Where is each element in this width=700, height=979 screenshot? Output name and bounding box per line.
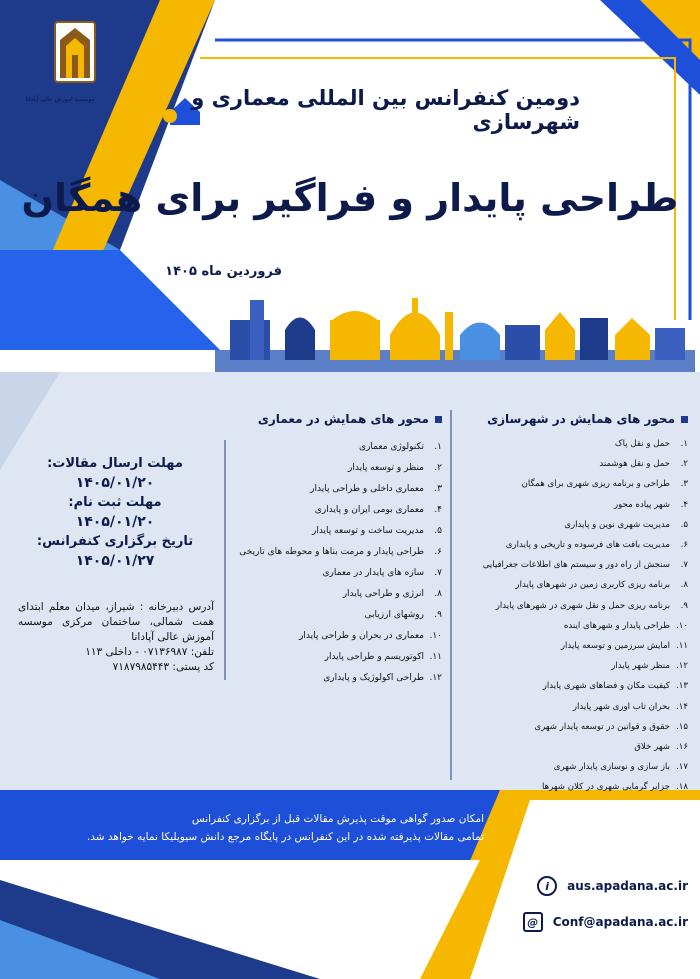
topic-item (222, 583, 442, 604)
conference-date-value: ۱۴۰۵/۰۱/۲۷ (75, 553, 155, 569)
topic-label: طراحی پایدار و مرمت بناها و محوطه های تاریخی (239, 546, 424, 557)
topic-label: برنامه ریزی حمل و نقل شهری در شهرهای پایدار (495, 600, 670, 611)
topic-number: ۱۰. (429, 630, 442, 641)
topic-item (448, 535, 688, 555)
deadlines-box (20, 455, 210, 572)
topic-label: کیفیت مکان و فضاهای شهری پایدار (542, 681, 670, 692)
address-text: آدرس دبیرخانه : شیراز، میدان معلم ابتدای همت شمالی، ساختمان مرکزی موسسه آموزش عالی آپادانا (18, 601, 214, 643)
topic-item (448, 474, 688, 494)
info-icon: i (537, 876, 557, 896)
topic-item (448, 454, 688, 474)
topic-item (448, 555, 688, 575)
topic-number: ۱۷. (676, 762, 688, 773)
topic-number: ۹. (680, 600, 688, 611)
topic-item (222, 646, 442, 667)
topic-item (222, 562, 442, 583)
logo-caption: موسسه آموزش عالی آپادانا (25, 96, 95, 103)
phone-text: تلفن: ۰۷۱۳۶۹۸۷ - داخلی ۱۱۳ (85, 646, 214, 658)
urban-topics-heading: محور های همایش در شهرسازی (448, 412, 688, 426)
square-bullet-icon (681, 416, 688, 423)
topic-label: شهر پیاده محور (613, 499, 670, 510)
topic-label: حمل و نقل هوشمند (599, 459, 670, 470)
topic-item (222, 457, 442, 478)
topic-item (448, 676, 688, 696)
topic-number: ۶. (680, 540, 688, 551)
topic-item (448, 696, 688, 716)
topic-label: مدیریت ساخت و توسعه پایدار (311, 525, 424, 536)
main-title: طراحی پایدار و فراگیر برای همگان (21, 176, 679, 220)
arch-topics-list (222, 436, 442, 688)
square-bullet-icon (435, 416, 442, 423)
topic-label: منظر و توسعه پایدار (348, 462, 424, 473)
topic-number: ۸. (680, 580, 688, 591)
topic-item (448, 636, 688, 656)
topic-number: ۱. (434, 441, 442, 452)
topic-item (222, 499, 442, 520)
topic-label: انرژی و طراحی پایدار (342, 588, 424, 599)
topic-item (448, 434, 688, 454)
topic-label: طراحی اکولوژیک و پایداری (323, 672, 424, 683)
topic-number: ۲. (680, 459, 688, 470)
topic-label: امایش سرزمین و توسعه پایدار (560, 640, 670, 651)
topic-number: ۱۳. (676, 681, 688, 692)
topic-number: ۳. (680, 479, 688, 490)
topic-item (222, 625, 442, 646)
topic-item (448, 656, 688, 676)
banner-text (14, 810, 484, 846)
topic-item (448, 515, 688, 535)
topic-label: برنامه ریزی کاربری زمین در شهرهای پایدار (515, 580, 670, 591)
email-link[interactable]: Conf@apadana.ac.ir (552, 915, 688, 929)
topic-number: ۱۸. (676, 782, 688, 793)
topic-number: ۷. (680, 560, 688, 571)
topic-label: طراحی پایدار و شهرهای اینده (563, 620, 670, 631)
email-icon: @ (523, 912, 543, 932)
topic-label: سازه های پایدار در معماری (322, 567, 424, 578)
topic-label: حمل و نقل پاک (614, 439, 670, 450)
topic-number: ۸. (434, 588, 442, 599)
topic-item (222, 478, 442, 499)
topic-label: مدیریت شهری نوین و پایداری (564, 519, 670, 530)
conference-title: دومین کنفرانس بین المللی معماری و شهرسازی (191, 86, 580, 134)
topic-item (448, 616, 688, 636)
topic-number: ۳. (434, 483, 442, 494)
conference-date: فروردین ماه ۱۴۰۵ (165, 264, 282, 279)
topic-label: باز سازی و نوسازی پایدار شهری (553, 762, 670, 773)
banner-line-2: تمامی مقالات پذیرفته شده در این کنفرانس در پایگاه مرجع دانش سیویلیکا نمایه خواهد شد. (86, 831, 484, 843)
topic-item (222, 436, 442, 457)
topic-item (222, 604, 442, 625)
topic-label: روشهای ارزیابی (364, 609, 424, 620)
topic-label: معماری بومی ایران و پایداری (314, 504, 424, 515)
urban-topics-list (448, 434, 688, 797)
topic-label: مدیریت بافت های فرسوده و تاریخی و پایداری (505, 540, 670, 551)
topic-number: ۱۱. (676, 640, 688, 651)
topic-label: معماری داخلی و طراحی پایدار (310, 483, 424, 494)
website-contact[interactable] (537, 876, 688, 896)
topic-number: ۱۱. (429, 651, 442, 662)
registration-deadline-label: مهلت ثبت نام: (68, 495, 162, 510)
topic-number: ۶. (434, 546, 442, 557)
topic-label: شهر خلاق (634, 741, 670, 752)
topic-label: منظر شهر پایدار (611, 661, 670, 672)
website-link[interactable]: aus.apadana.ac.ir (567, 879, 688, 893)
topic-number: ۵. (434, 525, 442, 536)
topic-item (448, 596, 688, 616)
topic-item (222, 541, 442, 562)
topic-label: سنجش از راه دور و سیستم های اطلاعات جغرافیایی (482, 560, 670, 571)
topic-item (222, 667, 442, 688)
topic-number: ۲. (434, 462, 442, 473)
city-skyline (215, 298, 695, 372)
topic-number: ۷. (434, 567, 442, 578)
topic-item (448, 575, 688, 595)
topic-number: ۴. (680, 499, 688, 510)
postal-code-text: کد پستی: ۷۱۸۷۹۸۵۴۴۳ (112, 661, 214, 673)
arch-topics-column (222, 412, 442, 688)
topic-item (448, 717, 688, 737)
logo-emblem (55, 22, 95, 82)
arch-topics-heading: محور های همایش در معماری (222, 412, 442, 426)
topic-number: ۱۴. (676, 701, 688, 712)
topic-item (222, 520, 442, 541)
submission-deadline-date: ۱۴۰۵/۰۱/۲۰ (75, 475, 155, 491)
topic-number: ۱. (680, 439, 688, 450)
topic-number: ۱۲. (676, 661, 688, 672)
topic-number: ۱۲. (429, 672, 442, 683)
topic-number: ۱۵. (676, 721, 688, 732)
urban-topics-column (448, 412, 688, 797)
submission-deadline-label: مهلت ارسال مقالات: (47, 456, 183, 471)
topic-label: تکنولوژی معماری (359, 441, 424, 452)
topic-label: اکوتوریسم و طراحی پایدار (324, 651, 424, 662)
topic-label: بحران تاب اوری شهر پایدار (572, 701, 670, 712)
banner-line-1: امکان صدور گواهی موقت پذیرش مقالات قبل از برگزاری کنفرانس (191, 813, 484, 825)
topic-number: ۴. (434, 504, 442, 515)
topic-label: جزایر گرمایی شهری در کلان شهرها (541, 782, 670, 793)
topic-item (448, 777, 688, 797)
topic-number: ۹. (434, 609, 442, 620)
email-contact[interactable] (523, 912, 688, 932)
topic-item (448, 737, 688, 757)
topic-item (448, 757, 688, 777)
topic-number: ۱۶. (676, 741, 688, 752)
topic-number: ۱۰. (676, 620, 688, 631)
address-block (18, 600, 214, 675)
topic-number: ۵. (680, 519, 688, 530)
topic-label: معماری در بحران و طراحی پایدار (299, 630, 424, 641)
conference-date-label: تاریخ برگزاری کنفرانس: (36, 534, 194, 549)
registration-deadline-date: ۱۴۰۵/۰۱/۲۰ (75, 514, 155, 530)
topic-label: طراحی و برنامه ریزی شهری برای همگان (521, 479, 670, 490)
topic-item (448, 495, 688, 515)
topic-label: حقوق و قوانین در توسعه پایدار شهری (534, 721, 670, 732)
